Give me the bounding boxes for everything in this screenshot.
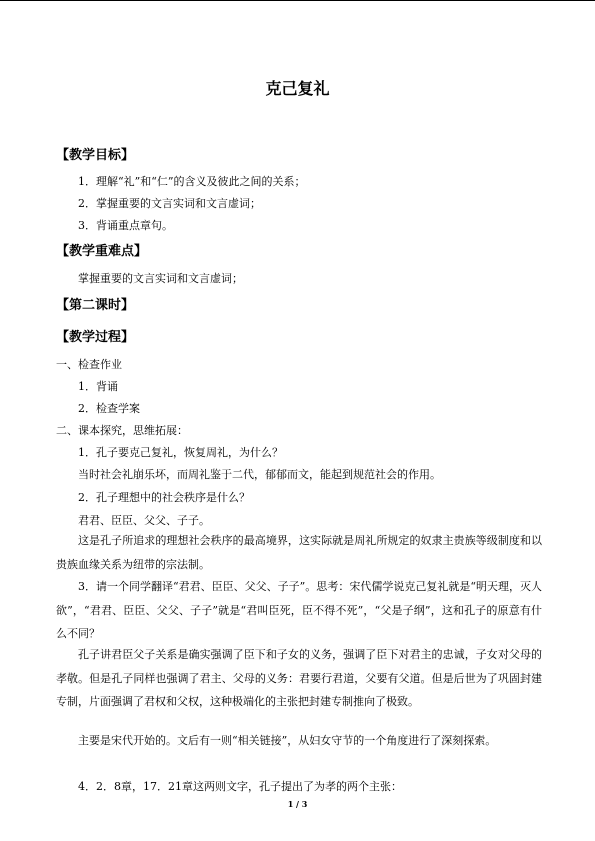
header-rule (0, 0, 595, 1)
page-number: 1 / 3 (287, 799, 308, 809)
question-2: 2．孔子理想中的社会秩序是什么？ (78, 491, 250, 504)
goal-item-3: 3．背诵重点章句。 (78, 219, 173, 232)
paragraph-3: 孔子讲君臣父子关系是确实强调了臣下和子女的义务，强调了臣下对君主的忠诚，子女对父母的孝敬。但是孔子同样也强调了君主、父母的义务：君要行君道，父要有父道。但是后世为了巩固封建专制，片面强调了君权和父权，这种极端化的主张把封建专制推向了极致。 (56, 648, 542, 708)
heading-key-points: 【教学重难点】 (56, 244, 148, 259)
paragraph-4: 主要是宋代开始的。文后有一则“相关链接”，从妇女守节的一个角度进行了深刻探索。 (78, 734, 497, 747)
process-line-3: 2．检查学案 (78, 402, 140, 415)
process-line-4: 二、课本探究，思维拓展： (56, 424, 188, 437)
answer-1: 当时社会礼崩乐坏，而周礼鉴于二代，郁郁而文，能起到规范社会的作用。 (78, 468, 441, 481)
process-line-2: 1．背诵 (78, 380, 118, 393)
paragraph-2: 3．请一个同学翻译“君君、臣臣、父父、子子”。思考：宋代儒学说克己复礼就是“明天理，灭人欲”，“君君、臣臣、父父、子子”就是“君叫臣死，臣不得不死”，“父是子纲”，这和孔子的原意有什么不同？ (56, 580, 542, 640)
answer-2: 君君、臣臣、父父、子子。 (78, 514, 210, 527)
paragraph-1: 这是孔子所追求的理想社会秩序的最高境界，这实际就是周礼所规定的奴隶主贵族等级制度和以贵族血缘关系为纽带的宗法制。 (56, 534, 542, 571)
heading-lesson: 【第二课时】 (56, 298, 135, 313)
key-points-text: 掌握重要的文言实词和文言虚词； (78, 272, 243, 285)
document-title: 克己复礼 (265, 79, 330, 98)
process-line-1: 一、检查作业 (56, 358, 122, 371)
heading-goals: 【教学目标】 (56, 148, 135, 163)
goal-item-2: 2．掌握重要的文言实词和文言虚词； (78, 197, 261, 210)
question-4: 4．2．8章，17．21章这两则文字，孔子提出了为孝的两个主张： (78, 780, 402, 793)
question-1: 1．孔子要克己复礼，恢复周礼，为什么？ (78, 446, 283, 459)
goal-item-1: 1．理解“礼”和“仁”的含义及彼此之间的关系； (78, 175, 306, 188)
heading-process: 【教学过程】 (56, 330, 135, 345)
